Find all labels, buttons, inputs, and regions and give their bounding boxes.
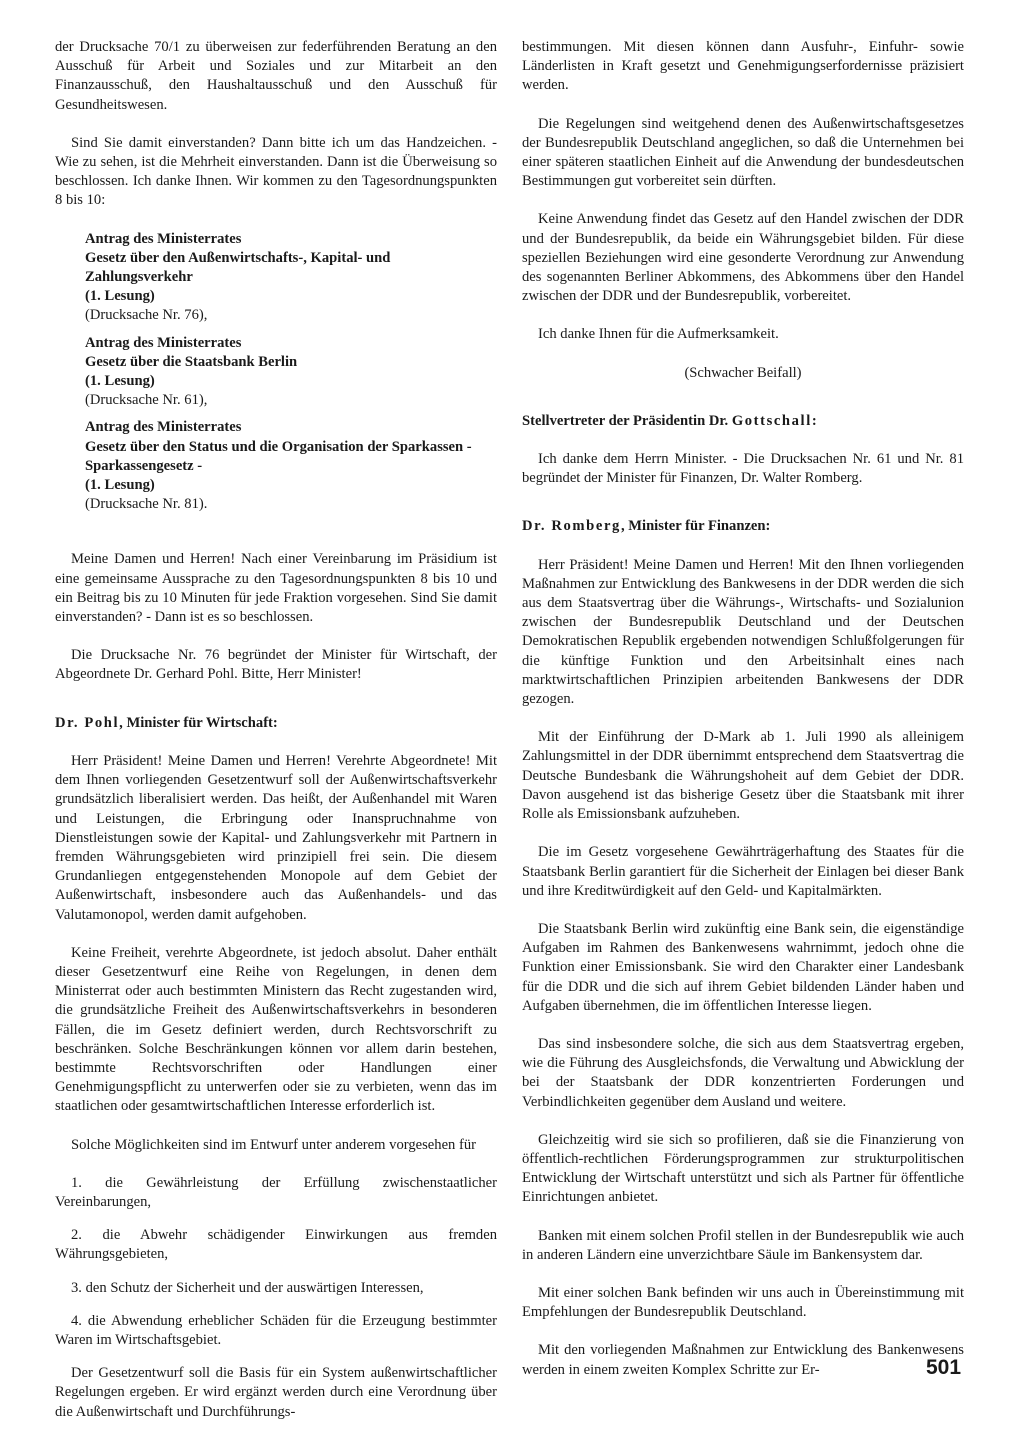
list-item: 4. die Abwendung erheblicher Schäden für die Erzeugung bestimmter Waren im Wirtschaftsgebiet. bbox=[55, 1312, 497, 1348]
agenda-law: Gesetz über den Status und die Organisation der Sparkassen - Sparkassengesetz - bbox=[85, 438, 472, 474]
speaker-role: , Minister für Wirtschaft: bbox=[119, 714, 278, 731]
paragraph: Ich danke Ihnen für die Aufmerksamkeit. bbox=[538, 326, 779, 343]
paragraph: Das sind insbesondere solche, die sich aus dem Staatsvertrag ergeben, wie die Führung des Ausgleichsfonds, die Verwaltung und Abwicklung der bei der Staatsbank der DDR konzentrierten Forderungen und Verbindlichkeiten gegenüber dem Ausland und weitere. bbox=[522, 1035, 964, 1110]
agenda-item bbox=[85, 418, 497, 514]
speaker-role: Stellvertreter der Präsidentin Dr. bbox=[522, 412, 732, 429]
speaker-name: Gottschall bbox=[731, 412, 812, 429]
stage-direction: (Schwacher Beifall) bbox=[684, 364, 802, 381]
paragraph: Ich danke dem Herrn Minister. - Die Drucksachen Nr. 61 und Nr. 81 begründet der Minister für Finanzen, Dr. Walter Romberg. bbox=[522, 451, 964, 487]
agenda-document: (Drucksache Nr. 61), bbox=[85, 392, 208, 409]
agenda-title: Antrag des Ministerrates bbox=[85, 230, 242, 247]
agenda-law: Gesetz über den Außenwirtschafts-, Kapital- und Zahlungsverkehr bbox=[85, 249, 391, 286]
paragraph: Der Gesetzentwurf soll die Basis für ein System außenwirtschaftlicher Regelungen ergeben. Er wird ergänzt werden durch eine Verordnung über die Außenwirtschaft und Durchführungs- bbox=[55, 1365, 497, 1420]
agenda-document: (Drucksache Nr. 76), bbox=[85, 307, 208, 324]
paragraph: bestimmungen. Mit diesen können dann Ausfuhr-, Einfuhr- sowie Länderlisten in Kraft gesetzt und Genehmigungserfordernisse präzisiert werden. bbox=[522, 39, 964, 94]
speaker-name: Dr. Pohl bbox=[55, 714, 120, 731]
agenda-reading: (1. Lesung) bbox=[85, 477, 155, 494]
paragraph: Mit den vorliegenden Maßnahmen zur Entwicklung des Bankenwesens werden in einem zweiten Komplex Schritte zur Er- bbox=[522, 1342, 964, 1378]
agenda-title: Antrag des Ministerrates bbox=[85, 334, 242, 351]
speaker-heading bbox=[55, 714, 497, 733]
paragraph: Keine Anwendung findet das Gesetz auf den Handel zwischen der DDR und der Bundesrepublik, da beide ein Währungsgebiet bilden. Für diese speziellen Beziehungen wird eine gesonderte Verordnung zur Anwendung des sogenannten Berliner Abkommens, des Abkommens über den Handel zwischen der DDR und der Bundesrepublik, vorbereitet. bbox=[522, 211, 964, 305]
paragraph: Die Regelungen sind weitgehend denen des Außenwirtschaftsgesetzes der Bundesrepublik Deutschland angeglichen, so daß die Unternehmen bei einer späteren staatlichen Einheit auf die Anwendung der bundesdeutschen Bestimmungen gut vorbereitet sein dürften. bbox=[522, 115, 964, 190]
agenda-reading: (1. Lesung) bbox=[85, 288, 155, 305]
paragraph: Die Staatsbank Berlin wird zukünftig eine Bank sein, die eigenständige Aufgaben im Rahmen des Bankenwesens wahrnimmt, jedoch ohne die Funktion einer Emissionsbank. Sie wird den Charakter einer Landesbank für die DDR und die sich auf ihrem Gebiet bildenden Länder haben und Aufgaben übernehmen, die im öffentlichen Interesse liegen. bbox=[522, 920, 964, 1014]
paragraph: Mit einer solchen Bank befinden wir uns auch in Übereinstimmung mit Empfehlungen der Bundesrepublik Deutschland. bbox=[522, 1284, 964, 1321]
speaker-name: Dr. Romberg bbox=[522, 518, 621, 535]
agenda-reading: (1. Lesung) bbox=[85, 373, 155, 390]
agenda-title: Antrag des Ministerrates bbox=[85, 419, 242, 436]
right-column bbox=[522, 38, 964, 1399]
list-item: 1. die Gewährleistung der Erfüllung zwischenstaatlicher Vereinbarungen, bbox=[55, 1174, 497, 1210]
paragraph: Solche Möglichkeiten sind im Entwurf unter anderem vorgesehen für bbox=[71, 1136, 477, 1153]
paragraph: der Drucksache 70/1 zu überweisen zur federführenden Beratung an den Ausschuß für Arbeit und Soziales und zur Mitarbeit an den Finanzausschuß, den Haushaltausschuß und den Ausschuß für Gesundheitswesen. bbox=[55, 39, 497, 113]
speaker-role: , Minister für Finanzen: bbox=[620, 518, 771, 535]
agenda-item bbox=[85, 230, 497, 326]
paragraph: Meine Damen und Herren! Nach einer Vereinbarung im Präsidium ist eine gemeinsame Aussprache zu den Tagesordnungspunkten 8 bis 10 und ein Beitrag bis zu 10 Minuten für jede Fraktion vorgesehen. Sind Sie damit einverstanden? - Dann ist es so beschlossen. bbox=[55, 551, 497, 626]
speaker-heading bbox=[522, 412, 964, 431]
speaker-heading bbox=[522, 517, 964, 536]
left-column bbox=[55, 38, 497, 1441]
paragraph: Die Drucksache Nr. 76 begründet der Minister für Wirtschaft, der Abgeordnete Dr. Gerhard Pohl. Bitte, Herr Minister! bbox=[55, 647, 497, 683]
agenda-item bbox=[85, 334, 497, 411]
agenda-document: (Drucksache Nr. 81). bbox=[85, 496, 208, 513]
paragraph: Herr Präsident! Meine Damen und Herren! Verehrte Abgeordnete! Mit dem Ihnen vorliegenden Gesetzentwurf soll der Außenwirtschaftsverkehr grundsätzlich liberalisiert werden. Das heißt, der Außenhandel mit Waren und Leistungen, die Erbringung oder Inanspruchnahme von Dienstleistungen sowie der Kapital- und Zahlungsverkehr mit Partnern in fremden Währungsgebieten wird prinzipiell frei sein. Die diesem Grundanliegen entgegenstehenden Monopole auf dem Gebiet der Außenwirtschaft, insbesondere auch das Außenhandels- und das Valutamonopol, werden damit aufgehoben. bbox=[55, 752, 497, 923]
paragraph: Sind Sie damit einverstanden? Dann bitte ich um das Handzeichen. - Wie zu sehen, ist die Mehrheit einverstanden. Dann ist die Überweisung so beschlossen. Ich danke Ihnen. Wir kommen zu den Tagesordnungspunkten 8 bis 10: bbox=[55, 134, 497, 209]
paragraph: Keine Freiheit, verehrte Abgeordnete, ist jedoch absolut. Daher enthält dieser Gesetzentwurf eine Reihe von Regelungen, in denen dem Ministerrat oder auch bestimmten Ministern das Recht zugestanden wird, die grundsätzliche Freiheit des Außenwirtschaftsverkehrs in besonderen Fällen, die im Gesetz definiert werden, durch Rechtsvorschrift zu beschränken. Solche Beschränkungen können vor allem darin bestehen, bestimmte Rechtsvorschriften oder Handlungen einer Genehmigungspflicht zu unterwerfen oder sie zu verbieten, wenn das im staatlichen oder gesamtwirtschaftlichen Interesse erforderlich ist. bbox=[55, 944, 497, 1115]
numbered-list bbox=[55, 1174, 497, 1350]
paragraph: Herr Präsident! Meine Damen und Herren! Mit den Ihnen vorliegenden Maßnahmen zur Entwicklung des Bankwesens in der DDR werden die sich aus dem Staatsvertrag über die Währungs-, Wirtschafts- und Sozialunion zwischen der Bundesrepublik Deutschland und der Deutschen Demokratischen Republik ergebenden notwendigen Schlußfolgerungen für die künftige Funktion und den Arbeitsinhalt eines nach marktwirtschaftlichen Prinzipien arbeitenden Bankwesens der DDR gezogen. bbox=[522, 556, 964, 708]
paragraph: Mit der Einführung der D-Mark ab 1. Juli 1990 als alleinigem Zahlungsmittel in der DDR übernimmt entsprechend dem Staatsvertrag die Deutsche Bundesbank die Währungshoheit auf dem Gebiet der DDR. Davon ausgehend ist das bisherige Gesetz über die Staatsbank mit ihrer Rolle als Emissionsbank aufzuheben. bbox=[522, 729, 964, 823]
paragraph: Gleichzeitig wird sie sich so profilieren, daß sie die Finanzierung von öffentlich-rechtlichen Förderungsprogrammen zur strukturpolitischen Entwicklung der Wirtschaft unterstützt und sich als Partner für öffentliche Einrichtungen anbietet. bbox=[522, 1131, 964, 1206]
agenda-law: Gesetz über die Staatsbank Berlin bbox=[85, 353, 298, 370]
page-number: 501 bbox=[926, 1356, 962, 1379]
paragraph: Die im Gesetz vorgesehene Gewährträgerhaftung des Staates für die Staatsbank Berlin garantiert für die Sicherheit der Einlagen bei dieser Bank und ihre Kreditwürdigkeit auf den Geld- und Kapitalmärkten. bbox=[522, 844, 964, 899]
list-item: 3. den Schutz der Sicherheit und der auswärtigen Interessen, bbox=[71, 1279, 424, 1296]
list-item: 2. die Abwehr schädigender Einwirkungen aus fremden Währungsgebieten, bbox=[55, 1227, 497, 1263]
paragraph: Banken mit einem solchen Profil stellen in der Bundesrepublik wie auch in anderen Ländern eine unverzichtbare Säule im Bankensystem dar. bbox=[522, 1227, 964, 1263]
speaker-colon: : bbox=[811, 412, 817, 429]
